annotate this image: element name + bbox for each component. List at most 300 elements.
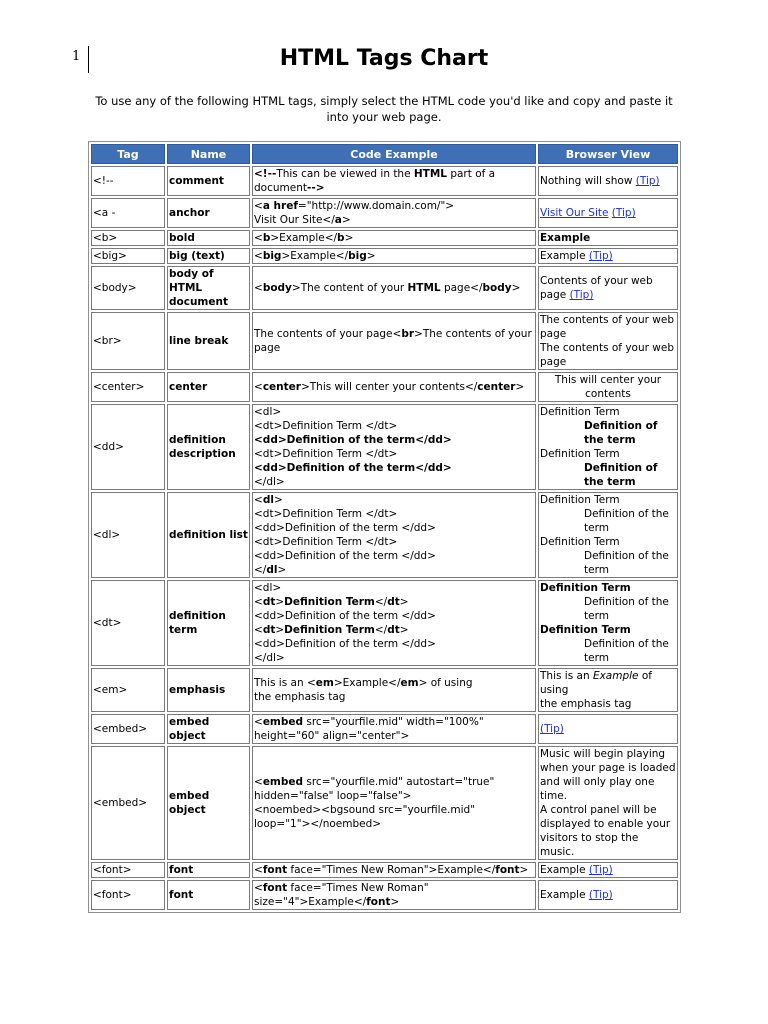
- table-row: [91, 266, 678, 310]
- bold-text: em: [400, 677, 419, 689]
- text: Definition Term: [540, 406, 620, 418]
- text: </: [374, 624, 388, 636]
- cell-line: [254, 881, 534, 895]
- header-code-example: Code Example: [252, 144, 536, 164]
- tip-link[interactable]: (Tip): [635, 175, 660, 187]
- cell-line: [540, 549, 676, 563]
- text: </dl>: [254, 476, 285, 488]
- text: The contents of your page<: [254, 328, 402, 340]
- browser-view-cell: [538, 266, 678, 310]
- text: </: [374, 596, 388, 608]
- table-row: [91, 880, 678, 910]
- text: <dd>Definition of the term </dd>: [254, 550, 436, 562]
- tag-cell: <embed>: [91, 714, 165, 744]
- browser-view-cell: [538, 312, 678, 370]
- definition-text: the term: [584, 434, 636, 446]
- text: >: [515, 381, 525, 393]
- definition-text: term: [584, 522, 609, 534]
- name-cell: embed object: [167, 714, 250, 744]
- browser-view-cell: [538, 668, 678, 712]
- cell-line: [540, 507, 676, 521]
- text: <: [254, 381, 263, 393]
- cell-line: [540, 623, 676, 637]
- code-example-cell: [252, 266, 536, 310]
- text: Definition Term: [540, 536, 620, 548]
- text: document: [254, 182, 307, 194]
- browser-view-cell: [538, 580, 678, 666]
- text: </: [322, 214, 335, 226]
- text: page: [540, 328, 567, 340]
- intro-text: To use any of the following HTML tags, simply select the HTML code you'd like and copy and paste it into your web page.: [95, 94, 673, 124]
- cell-line: [254, 895, 534, 909]
- text: size="4">Example</: [254, 896, 367, 908]
- text: >: [275, 624, 285, 636]
- table-row: [91, 714, 678, 744]
- bold-text: a: [334, 214, 342, 226]
- text: >The content of your: [291, 282, 408, 294]
- text: contents: [585, 388, 631, 400]
- tag-cell: <!--: [91, 166, 165, 196]
- text: <: [254, 494, 263, 506]
- cell-line: [254, 563, 534, 577]
- tag-cell: <center>: [91, 372, 165, 402]
- browser-view-cell: [538, 746, 678, 860]
- text: >: [399, 624, 409, 636]
- cell-line: [540, 447, 676, 461]
- text: >Example</: [333, 677, 401, 689]
- cell-line: [254, 863, 534, 877]
- text: The contents of your web: [540, 314, 674, 326]
- name-cell: center: [167, 372, 250, 402]
- bold-text: center: [262, 381, 301, 393]
- cell-line: [254, 609, 534, 623]
- browser-view-cell: [538, 166, 678, 196]
- page-title: HTML Tags Chart: [279, 46, 489, 71]
- cell-line: [540, 775, 676, 803]
- text: <: [254, 282, 263, 294]
- table-header-row: [91, 144, 678, 164]
- bold-text: big: [348, 250, 367, 262]
- text: Example: [540, 864, 589, 876]
- text: A control panel will be: [540, 804, 657, 816]
- header-browser-view: Browser View: [538, 144, 678, 164]
- cell-line: [254, 775, 534, 789]
- text: visitors to stop the music.: [540, 832, 639, 858]
- table-row: [91, 372, 678, 402]
- text: >: [519, 864, 529, 876]
- cell-line: [254, 433, 534, 447]
- cell-line: [540, 274, 676, 288]
- bold-text: font: [366, 896, 391, 908]
- tag-cell: <font>: [91, 862, 165, 878]
- cell-line: [540, 697, 676, 711]
- text: >: [511, 282, 521, 294]
- text: Visit Our Site: [254, 214, 323, 226]
- cell-line: [540, 174, 676, 188]
- table-row: [91, 746, 678, 860]
- table-row: [91, 492, 678, 578]
- cell-line: [254, 461, 534, 475]
- text: <dd>Definition of the term </dd>: [254, 638, 436, 650]
- cell-line: [540, 313, 676, 327]
- cell-line: [540, 249, 676, 263]
- bold-text: dl: [266, 564, 278, 576]
- bold-text: -->: [306, 182, 325, 194]
- bold-text: a href: [262, 200, 298, 212]
- definition-text: Definition of the: [584, 596, 669, 608]
- definition-text: Definition of the: [584, 550, 669, 562]
- cell-line: [540, 669, 676, 697]
- text: the emphasis tag: [254, 691, 346, 703]
- text: <dt>Definition Term </dt>: [254, 420, 398, 432]
- cell-line: [540, 817, 676, 831]
- code-example-cell: [252, 372, 536, 402]
- cell-line: [254, 651, 534, 665]
- bold-text: b: [262, 232, 271, 244]
- code-example-cell: [252, 404, 536, 490]
- text: <: [254, 200, 263, 212]
- page-number: 1: [72, 49, 81, 64]
- text: face="Times New Roman">Example</: [287, 864, 496, 876]
- bold-text: dt: [387, 624, 400, 636]
- bold-text: br: [401, 328, 415, 340]
- tag-cell: <b>: [91, 230, 165, 246]
- cell-line: [540, 231, 676, 245]
- bold-text: embed: [262, 776, 304, 788]
- cell-line: [254, 419, 534, 433]
- text: Definition Term: [540, 494, 620, 506]
- bold-text: dt: [262, 596, 276, 608]
- cell-line: [540, 888, 676, 902]
- cell-line: [540, 831, 676, 859]
- tag-cell: <dl>: [91, 492, 165, 578]
- text: Nothing will show: [540, 175, 636, 187]
- bold-text: center: [477, 381, 516, 393]
- bold-text: HTML: [407, 282, 441, 294]
- code-example-cell: [252, 880, 536, 910]
- bold-text: <dd>Definition of the term</dd>: [254, 462, 452, 474]
- name-cell: anchor: [167, 198, 250, 228]
- tag-cell: <br>: [91, 312, 165, 370]
- table-row: [91, 862, 678, 878]
- cell-line: [254, 475, 534, 489]
- name-cell: definition list: [167, 492, 250, 578]
- code-example-cell: [252, 746, 536, 860]
- bold-text: big: [262, 250, 282, 262]
- text: This will center your: [554, 374, 662, 386]
- cell-line: [540, 475, 676, 489]
- definition-text: term: [584, 652, 609, 664]
- tag-cell: <dt>: [91, 580, 165, 666]
- text: part of a: [446, 168, 496, 180]
- browser-view-cell: [538, 880, 678, 910]
- tip-link[interactable]: (Tip): [611, 207, 636, 219]
- code-example-cell: [252, 580, 536, 666]
- browser-view-cell: [538, 862, 678, 878]
- tag-cell: <em>: [91, 668, 165, 712]
- cell-line: [254, 581, 534, 595]
- definition-text: Definition of the: [584, 638, 669, 650]
- html-tags-table: [88, 141, 681, 913]
- cell-line: [540, 747, 676, 761]
- cell-line: [540, 803, 676, 817]
- cell-line: [254, 405, 534, 419]
- cell-line: [254, 676, 534, 690]
- cell-line: [254, 181, 534, 195]
- tag-cell: <a -: [91, 198, 165, 228]
- tip-link[interactable]: (Tip): [540, 723, 564, 735]
- text: and will only play one time.: [540, 776, 655, 802]
- cell-line: [540, 341, 676, 355]
- text: >: [344, 232, 354, 244]
- cell-line: [540, 206, 676, 220]
- text: <: [254, 250, 263, 262]
- text: This is an: [540, 670, 593, 682]
- text: Definition Term: [540, 448, 620, 460]
- cell-line: [254, 167, 534, 181]
- cell-line: [540, 595, 676, 609]
- name-cell: big (text): [167, 248, 250, 264]
- tag-cell: <font>: [91, 880, 165, 910]
- text: ="http://www.domain.com/">: [297, 200, 455, 212]
- definition-text: Definition of: [584, 420, 658, 432]
- text: <: [254, 882, 263, 894]
- browser-view-cell: [538, 404, 678, 490]
- browser-view-cell: [538, 198, 678, 228]
- text: page</: [440, 282, 483, 294]
- table-row: [91, 198, 678, 228]
- text: >The contents of your: [414, 328, 532, 340]
- text: >: [275, 596, 285, 608]
- text: <noembed><bgsound src="yourfile.mid": [254, 804, 476, 816]
- text: <: [254, 716, 263, 728]
- cell-line: [540, 433, 676, 447]
- bold-text: b: [337, 232, 345, 244]
- cell-line: [540, 651, 676, 665]
- cell-line: [540, 563, 676, 577]
- name-cell: bold: [167, 230, 250, 246]
- text: >Example</: [270, 232, 338, 244]
- text: the emphasis tag: [540, 698, 632, 710]
- tag-cell: <embed>: [91, 746, 165, 860]
- bold-text: em: [315, 677, 334, 689]
- text: Example: [540, 889, 589, 901]
- text: <: [254, 776, 263, 788]
- cell-line: [254, 231, 534, 245]
- bold-text: dl: [262, 494, 274, 506]
- bold-text: Definition Term: [540, 582, 631, 594]
- cell-line: [254, 507, 534, 521]
- cell-line: [254, 447, 534, 461]
- code-example-cell: [252, 668, 536, 712]
- code-example-cell: [252, 714, 536, 744]
- text: of using: [540, 670, 652, 696]
- text: <: [254, 624, 263, 636]
- table-row: [91, 312, 678, 370]
- code-example-cell: [252, 492, 536, 578]
- text: >: [366, 250, 376, 262]
- bold-text: Definition Term: [284, 596, 375, 608]
- text: <: [254, 596, 263, 608]
- cell-line: [254, 789, 534, 803]
- text: <dt>Definition Term </dt>: [254, 448, 398, 460]
- text: <: [254, 232, 263, 244]
- name-cell: definition term: [167, 580, 250, 666]
- text: Music will begin playing: [540, 748, 666, 760]
- browser-view-cell: [538, 492, 678, 578]
- cell-line: [254, 281, 534, 295]
- cell-line: [540, 493, 676, 507]
- cell-line: [540, 863, 676, 877]
- definition-text: term: [584, 610, 609, 622]
- name-cell: comment: [167, 166, 250, 196]
- code-example-cell: [252, 198, 536, 228]
- text: src="yourfile.mid" width="100%": [303, 716, 484, 728]
- cell-line: [254, 521, 534, 535]
- cell-line: [254, 380, 534, 394]
- text: >Example</: [281, 250, 349, 262]
- bold-text: Example: [540, 232, 591, 244]
- text: face="Times New Roman": [287, 882, 429, 894]
- text: >: [277, 564, 287, 576]
- text: height="60" align="center">: [254, 730, 410, 742]
- cell-line: [540, 405, 676, 419]
- cell-line: [254, 549, 534, 563]
- table-row: [91, 166, 678, 196]
- bold-text: <!--: [254, 168, 277, 180]
- cell-line: [540, 722, 676, 736]
- example-link[interactable]: Visit Our Site: [540, 207, 609, 219]
- bold-text: body: [262, 282, 292, 294]
- cell-line: [254, 213, 534, 227]
- browser-view-cell: [538, 248, 678, 264]
- name-cell: emphasis: [167, 668, 250, 712]
- code-example-cell: [252, 230, 536, 246]
- text: page: [540, 289, 570, 301]
- definition-text: term: [584, 564, 609, 576]
- text: This is an <: [254, 677, 316, 689]
- table-row: [91, 404, 678, 490]
- text: Example: [540, 250, 589, 262]
- bold-text: dt: [387, 596, 400, 608]
- text: displayed to enable your: [540, 818, 671, 830]
- text: > of using: [418, 677, 473, 689]
- text: <dd>Definition of the term </dd>: [254, 522, 436, 534]
- text: hidden="false" loop="false">: [254, 790, 412, 802]
- text: >: [390, 896, 400, 908]
- text: >: [273, 494, 283, 506]
- cell-line: [254, 535, 534, 549]
- text: >This will center your contents</: [300, 381, 478, 393]
- cell-line: [540, 535, 676, 549]
- text: <dt>Definition Term </dt>: [254, 536, 398, 548]
- cell-line: [540, 327, 676, 341]
- bold-text: <dd>Definition of the term</dd>: [254, 434, 452, 446]
- tag-cell: <big>: [91, 248, 165, 264]
- cell-line: [540, 521, 676, 535]
- cell-line: [254, 623, 534, 637]
- name-cell: line break: [167, 312, 250, 370]
- cell-line: [540, 373, 676, 387]
- cell-line: [254, 493, 534, 507]
- tip-link[interactable]: (Tip): [588, 889, 613, 901]
- text: <dt>Definition Term </dt>: [254, 508, 398, 520]
- bold-text: font: [262, 882, 288, 894]
- italic-text: Example: [592, 670, 639, 682]
- text: loop="1"></noembed>: [254, 818, 382, 830]
- code-example-cell: [252, 248, 536, 264]
- browser-view-cell: [538, 714, 678, 744]
- code-example-cell: [252, 862, 536, 878]
- cell-line: [254, 199, 534, 213]
- bold-text: embed: [262, 716, 304, 728]
- cell-line: [540, 609, 676, 623]
- text: The contents of your web: [540, 342, 674, 354]
- bold-text: dt: [262, 624, 276, 636]
- text: Contents of your web: [540, 275, 653, 287]
- text: </: [254, 564, 267, 576]
- header-name: Name: [167, 144, 250, 164]
- definition-text: Definition of the: [584, 508, 669, 520]
- definition-text: the term: [584, 476, 636, 488]
- cell-line: [254, 690, 534, 704]
- bold-text: body: [482, 282, 512, 294]
- table-body: [91, 166, 678, 910]
- bold-text: Definition Term: [540, 624, 631, 636]
- text: page: [540, 356, 567, 368]
- definition-text: Definition of: [584, 462, 658, 474]
- cell-line: [254, 729, 534, 743]
- name-cell: embed object: [167, 746, 250, 860]
- cell-line: [254, 327, 534, 341]
- cell-line: [540, 637, 676, 651]
- tip-link[interactable]: (Tip): [588, 864, 613, 876]
- text: >: [399, 596, 409, 608]
- tip-link[interactable]: (Tip): [569, 289, 594, 301]
- table-row: [91, 668, 678, 712]
- bold-text: Definition Term: [284, 624, 375, 636]
- text: src="yourfile.mid" autostart="true": [303, 776, 495, 788]
- cell-line: [540, 387, 676, 401]
- header-tag: Tag: [91, 144, 165, 164]
- bold-text: font: [495, 864, 520, 876]
- code-example-cell: [252, 312, 536, 370]
- cell-line: [254, 803, 534, 817]
- text: page: [254, 342, 281, 354]
- text: <dd>Definition of the term </dd>: [254, 610, 436, 622]
- cell-line: [540, 288, 676, 302]
- name-cell: font: [167, 880, 250, 910]
- text: <: [254, 864, 263, 876]
- text: <dl>: [254, 582, 282, 594]
- cell-line: [540, 761, 676, 775]
- cell-line: [540, 355, 676, 369]
- cell-line: [540, 461, 676, 475]
- cell-line: [254, 595, 534, 609]
- browser-view-cell: [538, 230, 678, 246]
- cell-line: [540, 419, 676, 433]
- tip-link[interactable]: (Tip): [588, 250, 613, 262]
- name-cell: font: [167, 862, 250, 878]
- text: >: [341, 214, 351, 226]
- name-cell: definition description: [167, 404, 250, 490]
- cell-line: [254, 715, 534, 729]
- text: </dl>: [254, 652, 285, 664]
- text: when your page is loaded: [540, 762, 676, 774]
- bold-text: font: [262, 864, 288, 876]
- text: This can be viewed in the: [276, 168, 414, 180]
- tag-cell: <body>: [91, 266, 165, 310]
